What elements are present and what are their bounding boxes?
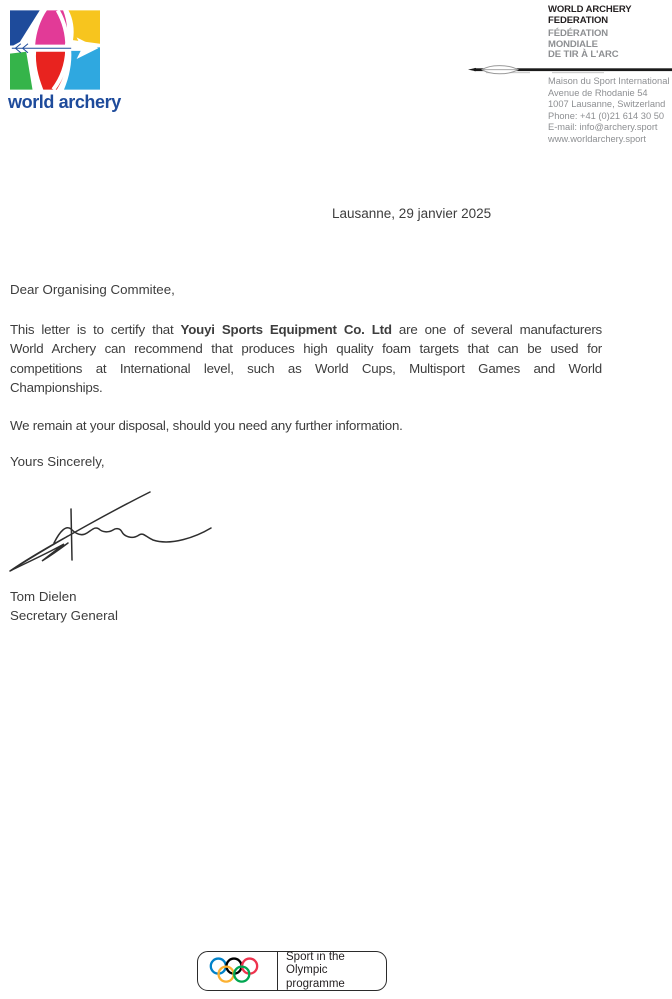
address-line: Phone: +41 (0)21 614 30 50 bbox=[548, 110, 665, 121]
address-block bbox=[548, 76, 669, 146]
paragraph-line: World Archery can recommend that produces high quality foam targets that can be used for bbox=[10, 341, 602, 357]
badge-text-line: Sport in the bbox=[286, 950, 345, 963]
org-name-french bbox=[548, 29, 632, 61]
address-line: Avenue de Rhodanie 54 bbox=[548, 87, 648, 98]
paragraph-line: competitions at International level, such as World Cups, Multisport Games and World bbox=[10, 360, 602, 376]
badge-text-line: Olympic programme bbox=[286, 964, 345, 990]
signatory-name: Tom Dielen bbox=[10, 589, 77, 604]
disposal-paragraph: We remain at your disposal, should you need any further information. bbox=[10, 418, 403, 433]
certification-paragraph bbox=[10, 320, 602, 398]
org-name-english bbox=[548, 5, 632, 26]
badge-text bbox=[278, 952, 386, 990]
org-name-block bbox=[548, 5, 632, 61]
address-line: Maison du Sport International bbox=[548, 76, 670, 86]
world-archery-wordmark: world archery bbox=[8, 92, 121, 112]
paragraph-line: Championships. bbox=[10, 380, 103, 396]
company-name: Youyi Sports Equipment Co. Ltd bbox=[180, 322, 392, 337]
org-name-line: DE TIR À L'ARC bbox=[548, 49, 619, 60]
address-line-email: E-mail: info@archery.sport bbox=[548, 122, 658, 133]
paragraph-line bbox=[10, 320, 602, 339]
olympic-programme-badge bbox=[197, 951, 387, 991]
org-name-line: MONDIALE bbox=[548, 38, 598, 50]
org-name-line: WORLD ARCHERY bbox=[548, 4, 632, 15]
org-name-line: FEDERATION bbox=[548, 14, 609, 26]
paragraph-text: This letter is to certify that bbox=[10, 322, 181, 337]
closing-line: Yours Sincerely, bbox=[10, 454, 105, 469]
world-archery-logo-icon bbox=[10, 10, 100, 90]
signatory-title: Secretary General bbox=[10, 608, 118, 623]
address-line: 1007 Lausanne, Switzerland bbox=[548, 99, 666, 110]
org-name-line: FÉDÉRATION bbox=[548, 28, 609, 39]
greeting: Dear Organising Commitee, bbox=[10, 282, 175, 297]
olympic-rings-icon bbox=[198, 952, 277, 990]
paragraph-text: are one of several manufacturers bbox=[391, 322, 602, 337]
signature-image bbox=[2, 483, 217, 578]
address-line-website: www.worldarchery.sport bbox=[548, 133, 646, 144]
date-line: Lausanne, 29 janvier 2025 bbox=[332, 206, 492, 221]
